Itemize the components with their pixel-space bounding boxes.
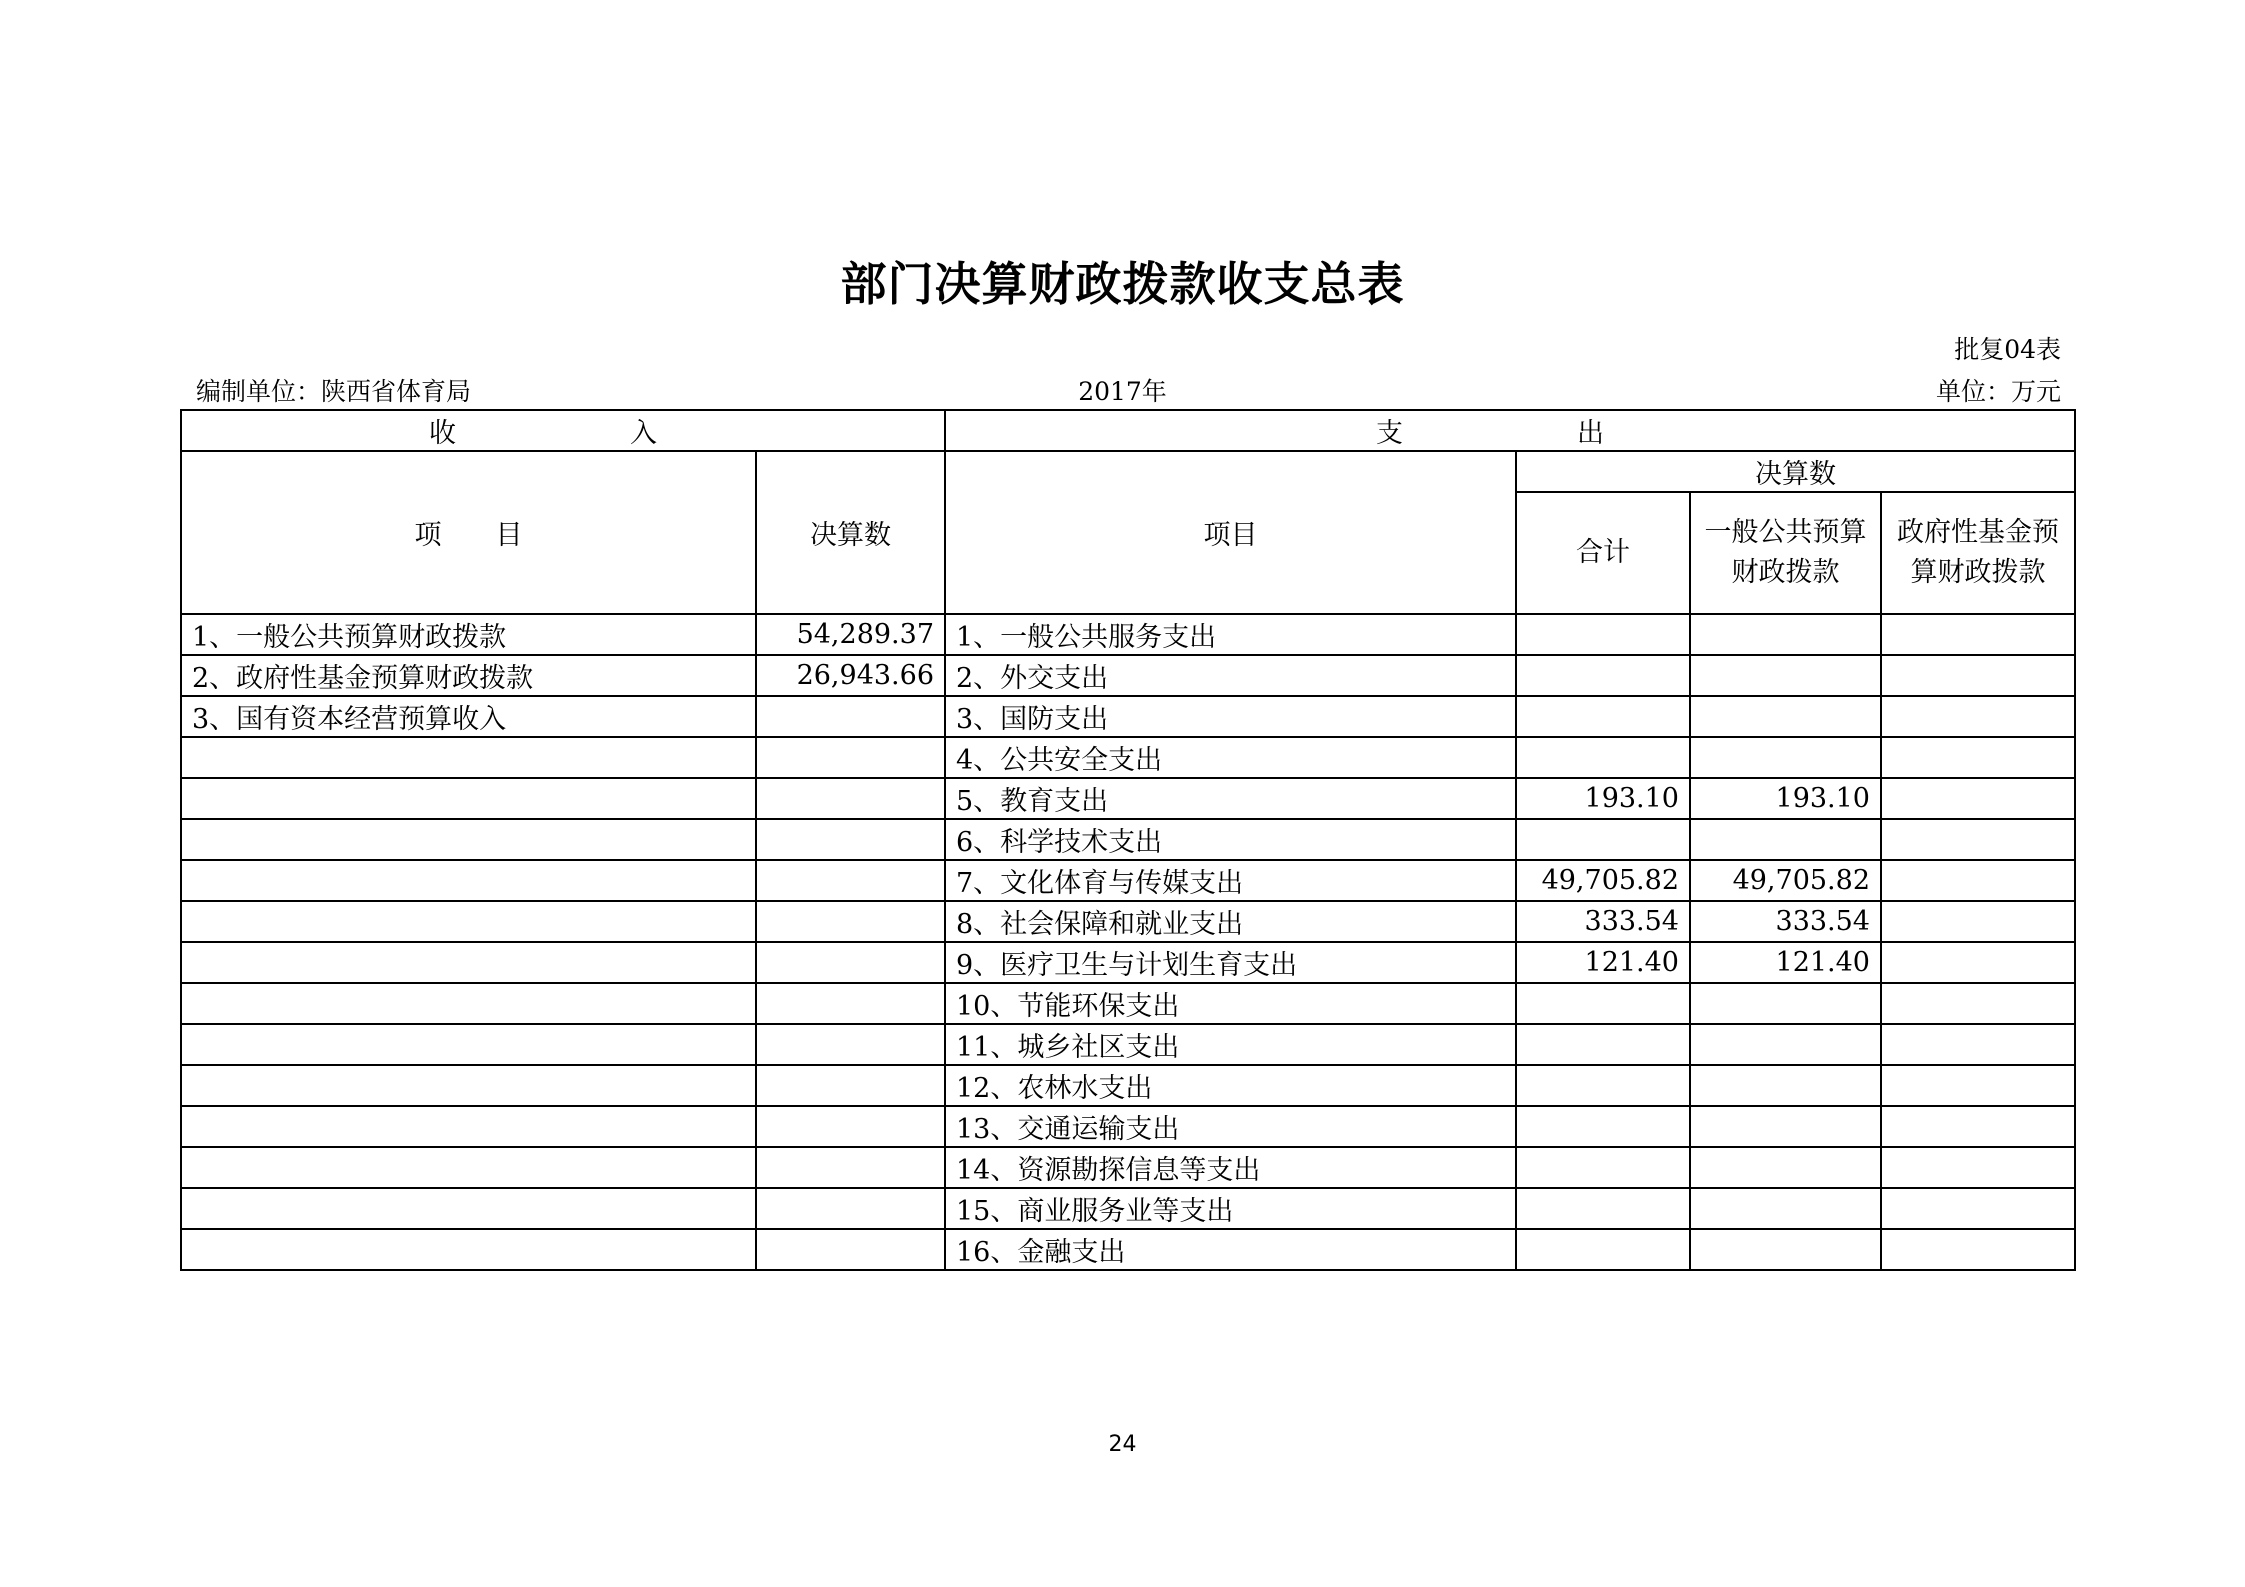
expense-amount-header: 决算数 [1516,451,2075,492]
income-amount-cell [756,737,945,778]
table-row [181,901,2075,942]
compiling-unit: 编制单位：陕西省体育局 [196,377,472,406]
table-row [181,1188,2075,1229]
table-subheader-row [181,451,2075,492]
general-budget-cell [1690,1065,1881,1106]
table-row [181,696,2075,737]
income-item-cell [181,860,756,901]
gov-fund-cell [1881,983,2075,1024]
expense-item-cell: 5、教育支出 [945,778,1516,819]
table-row [181,983,2075,1024]
income-amount-cell [756,696,945,737]
income-amount-cell [756,1106,945,1147]
income-item-cell [181,901,756,942]
expense-item-cell: 7、文化体育与传媒支出 [945,860,1516,901]
income-amount-cell: 54,289.37 [756,614,945,655]
general-budget-cell: 49,705.82 [1690,860,1881,901]
income-item-cell: 3、国有资本经营预算收入 [181,696,756,737]
report-year: 2017年 [1078,377,1167,406]
table-row [181,737,2075,778]
expense-item-cell: 12、农林水支出 [945,1065,1516,1106]
gov-fund-cell [1881,696,2075,737]
expense-total-cell: 121.40 [1516,942,1690,983]
expense-total-cell [1516,696,1690,737]
income-item-cell [181,1024,756,1065]
page-title: 部门决算财政拨款收支总表 [840,257,1405,311]
table-row [181,1024,2075,1065]
expense-total-cell [1516,737,1690,778]
table-row [181,942,2075,983]
general-budget-cell [1690,614,1881,655]
table-row [181,1106,2075,1147]
general-budget-cell [1690,819,1881,860]
gov-fund-header: 政府性基金预算财政拨款 [1881,492,2075,614]
expense-total-cell: 49,705.82 [1516,860,1690,901]
expense-total-cell: 333.54 [1516,901,1690,942]
expense-total-cell [1516,1147,1690,1188]
income-amount-header: 决算数 [756,451,945,614]
gov-fund-cell [1881,1188,2075,1229]
gov-fund-cell [1881,1229,2075,1270]
table-row [181,778,2075,819]
expense-total-cell [1516,1065,1690,1106]
expense-item-cell: 2、外交支出 [945,655,1516,696]
gov-fund-cell [1881,778,2075,819]
income-item-cell [181,942,756,983]
page-number: 24 [1108,1432,1137,1457]
income-item-cell [181,983,756,1024]
income-header: 收 入 [181,410,945,451]
expense-item-cell: 4、公共安全支出 [945,737,1516,778]
income-amount-cell [756,1147,945,1188]
general-budget-cell [1690,1229,1881,1270]
table-header-row [181,410,2075,451]
general-budget-cell [1690,1024,1881,1065]
expense-item-cell: 16、金融支出 [945,1229,1516,1270]
income-item-cell [181,819,756,860]
gov-fund-cell [1881,655,2075,696]
expense-total-cell [1516,1106,1690,1147]
expense-item-cell: 15、商业服务业等支出 [945,1188,1516,1229]
expense-item-cell: 8、社会保障和就业支出 [945,901,1516,942]
total-header: 合计 [1516,492,1690,614]
income-item-cell [181,778,756,819]
general-budget-cell [1690,983,1881,1024]
gov-fund-cell [1881,1065,2075,1106]
income-amount-cell [756,860,945,901]
expense-total-cell [1516,1024,1690,1065]
expense-item-cell: 11、城乡社区支出 [945,1024,1516,1065]
budget-table [180,409,2076,1271]
income-amount-cell: 26,943.66 [756,655,945,696]
expense-total-cell [1516,655,1690,696]
income-amount-cell [756,819,945,860]
general-budget-cell: 121.40 [1690,942,1881,983]
expense-total-cell [1516,983,1690,1024]
general-budget-cell [1690,1106,1881,1147]
income-amount-cell [756,1229,945,1270]
gov-fund-cell [1881,901,2075,942]
expense-total-cell: 193.10 [1516,778,1690,819]
income-amount-cell [756,1024,945,1065]
table-row [181,819,2075,860]
gov-fund-cell [1881,737,2075,778]
general-budget-header: 一般公共预算财政拨款 [1690,492,1881,614]
income-item-cell [181,1229,756,1270]
expense-item-cell: 14、资源勘探信息等支出 [945,1147,1516,1188]
income-amount-cell [756,1065,945,1106]
income-item-cell [181,1065,756,1106]
expense-item-cell: 10、节能环保支出 [945,983,1516,1024]
expense-item-cell: 3、国防支出 [945,696,1516,737]
form-number: 批复04表 [1954,335,2061,364]
expense-item-cell: 9、医疗卫生与计划生育支出 [945,942,1516,983]
gov-fund-cell [1881,942,2075,983]
gov-fund-cell [1881,1147,2075,1188]
income-amount-cell [756,942,945,983]
table-row [181,860,2075,901]
gov-fund-cell [1881,860,2075,901]
table-row [181,1229,2075,1270]
income-item-cell [181,1147,756,1188]
expense-total-cell [1516,1188,1690,1229]
expense-item-cell: 1、一般公共服务支出 [945,614,1516,655]
currency-unit: 单位：万元 [1935,377,2061,406]
general-budget-cell [1690,737,1881,778]
expense-total-cell [1516,1229,1690,1270]
expense-header: 支 出 [945,410,2075,451]
table-row [181,614,2075,655]
gov-fund-cell [1881,1024,2075,1065]
income-item-cell: 1、一般公共预算财政拨款 [181,614,756,655]
income-item-cell [181,737,756,778]
gov-fund-cell [1881,1106,2075,1147]
income-amount-cell [756,1188,945,1229]
table-row [181,1147,2075,1188]
expense-item-cell: 13、交通运输支出 [945,1106,1516,1147]
income-item-header: 项 目 [181,451,756,614]
general-budget-cell: 333.54 [1690,901,1881,942]
expense-item-cell: 6、科学技术支出 [945,819,1516,860]
expense-total-cell [1516,614,1690,655]
income-item-cell: 2、政府性基金预算财政拨款 [181,655,756,696]
table-row [181,1065,2075,1106]
general-budget-cell [1690,696,1881,737]
income-amount-cell [756,901,945,942]
expense-total-cell [1516,819,1690,860]
income-item-cell [181,1106,756,1147]
gov-fund-cell [1881,819,2075,860]
income-amount-cell [756,983,945,1024]
general-budget-cell: 193.10 [1690,778,1881,819]
income-item-cell [181,1188,756,1229]
general-budget-cell [1690,655,1881,696]
gov-fund-cell [1881,614,2075,655]
income-amount-cell [756,778,945,819]
table-row [181,655,2075,696]
general-budget-cell [1690,1147,1881,1188]
expense-item-header: 项目 [945,451,1516,614]
general-budget-cell [1690,1188,1881,1229]
